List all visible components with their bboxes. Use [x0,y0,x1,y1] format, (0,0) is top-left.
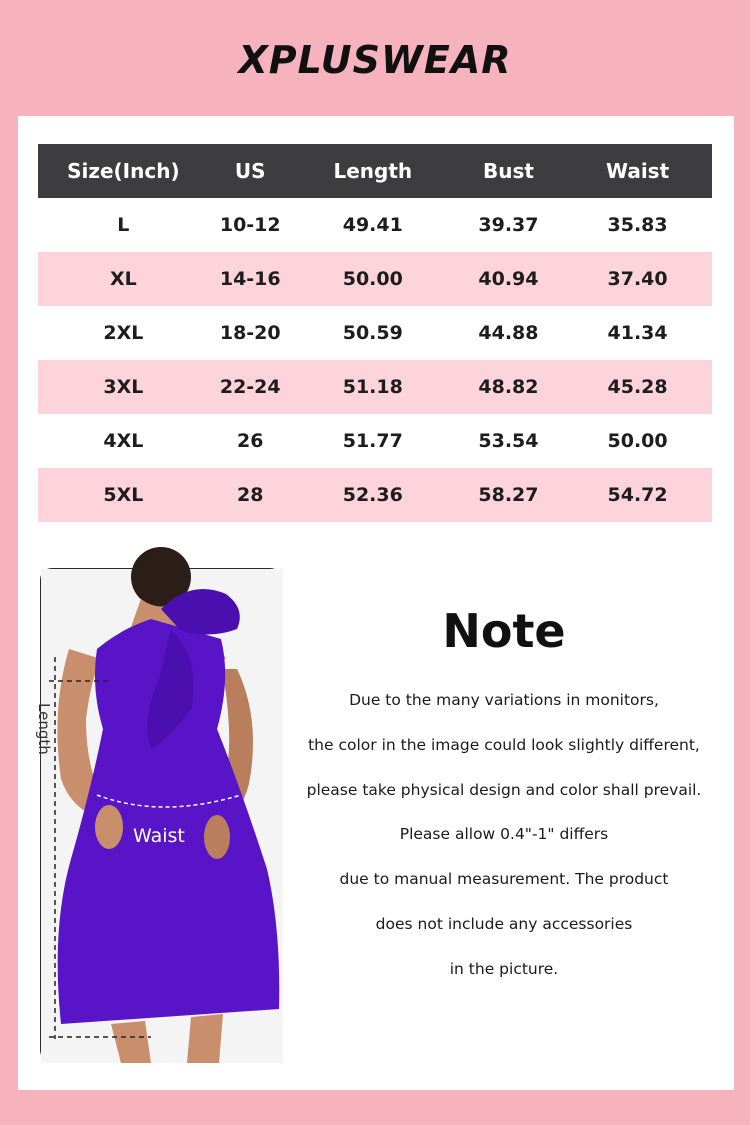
cell-bust: 39.37 [478,214,539,236]
cell-size: L [117,214,130,236]
cell-waist: 35.83 [607,214,668,236]
cell-size: XL [38,252,209,306]
header-size: Size(Inch) [38,144,209,198]
cell-bust: 40.94 [454,252,563,306]
note-line: Please allow 0.4"-1" differs [399,825,609,844]
cell-us: 18-20 [219,322,281,344]
size-table [38,144,712,522]
dress-photo [35,568,282,1062]
right-hand [204,815,230,859]
length-label: Length [35,703,53,755]
cell-us: 26 [237,430,264,452]
cell-waist: 54.72 [563,468,712,522]
cell-size: 2XL [103,322,144,344]
note-text [294,684,714,998]
note-line: Due to the many variations in monitors, [349,691,659,709]
left-hand [95,805,123,849]
note-line: please take physical design and color shall prevail. [306,780,702,799]
cell-length: 49.41 [342,214,403,236]
note-title: Note [442,604,566,658]
cell-waist: 45.28 [563,360,712,414]
waist-label: Waist [133,825,185,847]
brand-name: XPLUSWEAR [238,38,512,82]
header-length: Length [292,144,454,198]
cell-bust: 53.54 [478,430,539,452]
note-line: does not include any accessories [375,914,633,933]
table-row [38,198,712,252]
cell-waist: 50.00 [607,430,668,452]
right-leg [187,1014,223,1063]
cell-bust: 48.82 [454,360,563,414]
dress-illustration [41,569,283,1063]
cell-size: 4XL [103,430,144,452]
note-line: in the picture. [449,959,559,978]
table-row [38,306,712,360]
cell-length: 50.00 [292,252,454,306]
cell-waist: 41.34 [607,322,668,344]
table-row [38,414,712,468]
cell-length: 50.59 [342,322,403,344]
cell-bust: 58.27 [454,468,563,522]
cell-length: 51.77 [342,430,403,452]
cell-waist: 37.40 [563,252,712,306]
cell-us: 10-12 [219,214,281,236]
header-us: US [209,144,292,198]
size-chart-card [18,116,734,1090]
cell-us: 22-24 [209,360,292,414]
header-bust: Bust [454,144,563,198]
cell-length: 52.36 [292,468,454,522]
brand-logo [0,34,750,86]
header-waist: Waist [563,144,712,198]
table-row [38,468,712,522]
table-header-row [38,144,712,198]
table-row [38,252,712,306]
cell-size: 5XL [38,468,209,522]
cell-bust: 44.88 [478,322,539,344]
cell-us: 14-16 [209,252,292,306]
cell-us: 28 [209,468,292,522]
table-row [38,360,712,414]
note-line: due to manual measurement. The product [339,870,669,889]
cell-size: 3XL [38,360,209,414]
cell-length: 51.18 [292,360,454,414]
note-line: the color in the image could look slightly different, [308,735,700,754]
